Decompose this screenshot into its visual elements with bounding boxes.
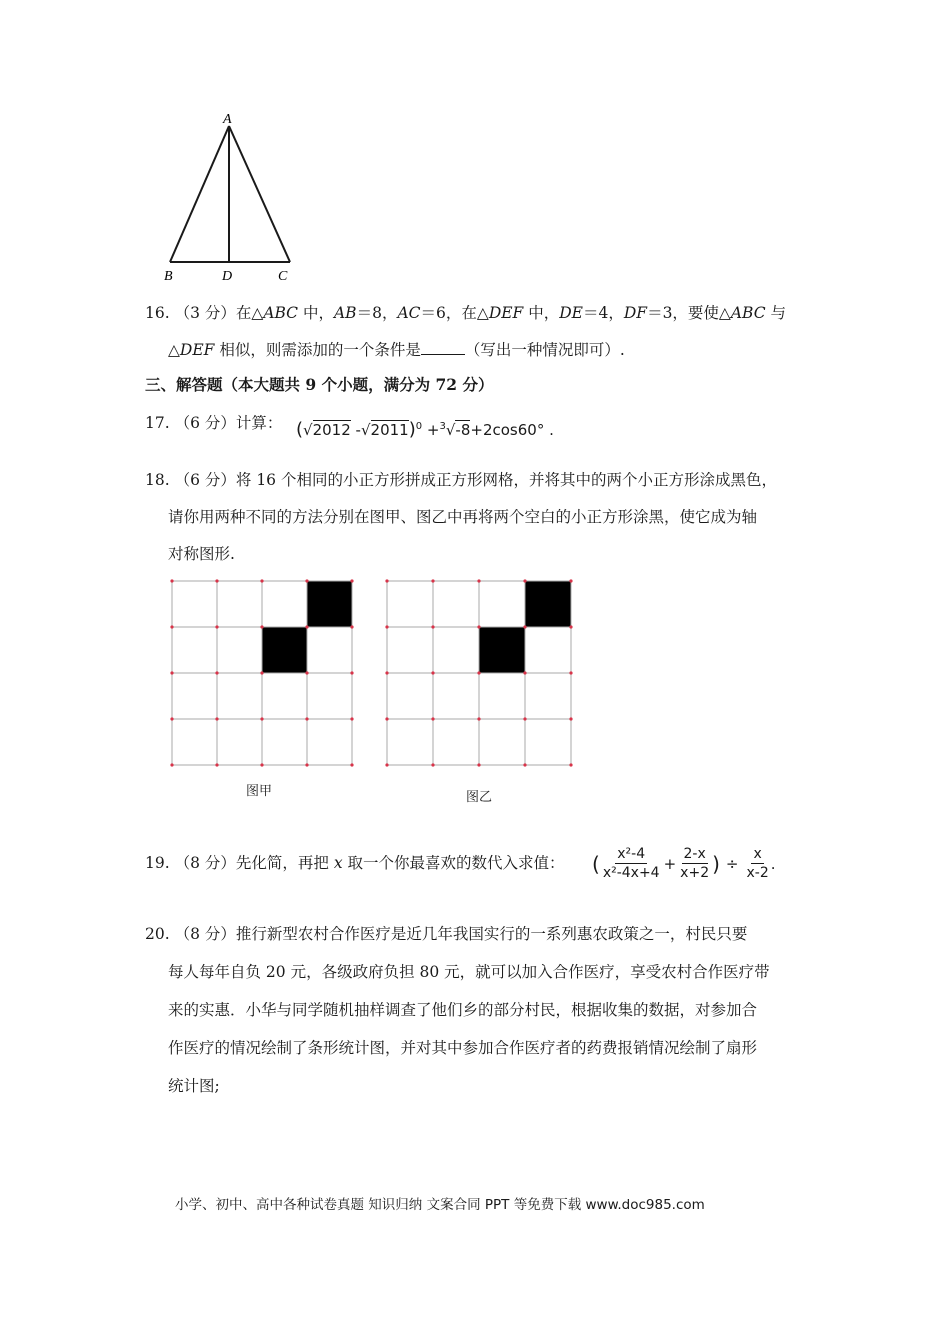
q16-line2-def: DEF	[179, 341, 215, 359]
grid-dot	[477, 671, 480, 674]
q16-t5: AC	[397, 304, 421, 322]
q18-line3: 对称图形.	[168, 545, 235, 563]
q16-line2-pre: △	[168, 341, 180, 359]
triangle-side-ab	[170, 126, 229, 262]
grid-dot	[477, 625, 480, 628]
q18-line1	[145, 470, 777, 490]
grid-dot	[523, 625, 526, 628]
grid-dot	[350, 763, 353, 766]
grid-dot	[431, 763, 434, 766]
q17-cube-radicand: -8	[455, 421, 471, 439]
q16-t6: ＝6，在△	[420, 304, 489, 322]
q16-t1: ABC	[263, 304, 299, 322]
grid-dot	[215, 763, 218, 766]
q17-minus: -	[350, 421, 361, 439]
q16-t8: 中，	[523, 304, 560, 322]
q19-score: （8 分）	[174, 854, 236, 872]
q19-number: 19.	[145, 854, 170, 872]
q20-line1	[145, 924, 747, 944]
q19-f2-num: 2-x	[683, 846, 706, 862]
q17-plus: +	[422, 421, 440, 439]
q17-close-paren: )	[408, 419, 416, 440]
q18-number: 18.	[145, 471, 170, 489]
grid-dot	[523, 671, 526, 674]
grid-dot	[260, 717, 263, 720]
grid-dot	[385, 579, 388, 582]
grid-dot	[305, 625, 308, 628]
grid-dot	[215, 579, 218, 582]
grid-dot	[431, 717, 434, 720]
q20-line4: 作医疗的情况绘制了条形统计图，并对其中参加合作医疗者的药费报销情况绘制了扇形	[168, 1039, 758, 1057]
vertex-label-a: A	[223, 112, 232, 127]
grid-dot	[569, 579, 572, 582]
grid-dot	[523, 763, 526, 766]
triangle-side-ac	[229, 126, 290, 262]
grid-dot	[170, 763, 173, 766]
q19-close-paren: )	[712, 851, 720, 876]
grid-dot	[305, 671, 308, 674]
triangle-figure	[150, 110, 310, 285]
q17-radicand-2: 2011	[370, 421, 409, 439]
q16-t4: ＝8，	[356, 304, 398, 322]
grid-dot	[260, 763, 263, 766]
q19-plus: +	[663, 854, 677, 873]
grid-dot	[350, 717, 353, 720]
page-footer: 小学、初中、高中各种试卷真题 知识归纳 文案合同 PPT 等免费下载 www.doc985.com	[175, 1197, 705, 1213]
q17-line	[145, 413, 282, 433]
grid-dot	[385, 717, 388, 720]
q19-f1-den: x²-4x+4	[602, 865, 660, 881]
grid-dot	[569, 763, 572, 766]
q16-line2	[168, 340, 625, 360]
vertex-label-b: B	[164, 269, 173, 284]
sqrt-icon: √	[360, 421, 371, 439]
q19-end: .	[770, 854, 776, 873]
grid-dot	[569, 671, 572, 674]
sqrt-icon: √	[445, 421, 456, 439]
grid-dot	[305, 717, 308, 720]
grid-dot	[350, 625, 353, 628]
q16-t10: ＝4，	[583, 304, 624, 322]
q17-number: 17.	[145, 414, 170, 432]
q20-line3: 来的实惠．小华与同学随机抽样调查了他们乡的部分村民，根据收集的数据，对参加合	[168, 1001, 758, 1019]
vertex-label-d: D	[222, 269, 233, 284]
grid-yi-label: 图乙	[466, 790, 493, 805]
grid-dot	[431, 625, 434, 628]
q16-t7: DEF	[488, 304, 524, 322]
q16-t12: ＝3，要使△	[647, 304, 731, 322]
q19-line	[145, 853, 565, 873]
q18-text1: 将 16 个相同的小正方形拼成正方形网格，并将其中的两个小正方形涂成黑色，	[235, 471, 777, 489]
grid-dot	[385, 625, 388, 628]
grid-dot	[385, 763, 388, 766]
q17-end: .	[544, 421, 554, 439]
grid-dot	[260, 625, 263, 628]
q16-line2-post: （写出一种情况即可）.	[464, 341, 625, 359]
grid-dot	[477, 763, 480, 766]
q17-expression	[296, 416, 554, 441]
q18-line2: 请你用两种不同的方法分别在图甲、图乙中再将两个空白的小正方形涂黑，使它成为轴	[168, 508, 758, 526]
q18-score: （6 分）	[174, 471, 236, 489]
q16-number: 16.	[145, 304, 170, 322]
grid-dot	[170, 671, 173, 674]
filled-cell	[307, 581, 352, 627]
q20-text1: 推行新型农村合作医疗是近几年我国实行的一系列惠农政策之一，村民只要	[235, 925, 748, 943]
q19-fraction-2	[678, 846, 711, 881]
grid-jia-label: 图甲	[246, 784, 273, 799]
q17-radicand-1: 2012	[312, 421, 351, 439]
q16-t3: AB	[333, 304, 357, 322]
q19-divide: ÷	[725, 854, 739, 873]
grid-dot	[569, 717, 572, 720]
grid-dot	[215, 717, 218, 720]
filled-cell	[525, 581, 571, 627]
q20-line5: 统计图;	[168, 1077, 220, 1095]
q19-f1-num: x²-4	[617, 846, 646, 862]
grid-dot	[431, 579, 434, 582]
grid-dot	[385, 671, 388, 674]
q19-fraction-1	[601, 846, 662, 881]
q17-tail: +2cos60°	[470, 421, 545, 439]
q19-var: x	[333, 854, 343, 872]
q20-line2: 每人每年自负 20 元，各级政府负担 80 元，就可以加入合作医疗，享受农村合作医疗带	[168, 963, 770, 981]
q16-t9: DE	[559, 304, 583, 322]
q19-f3-num: x	[753, 846, 762, 862]
grid-dot	[523, 717, 526, 720]
q19-fraction-3	[745, 846, 771, 881]
q19-f2-den: x+2	[680, 865, 710, 881]
section-title: 三、解答题（本大题共 9 个小题，满分为 72 分）	[145, 375, 494, 394]
grid-dot	[260, 579, 263, 582]
q16-line2-mid: 相似，则需添加的一个条件是	[214, 341, 421, 359]
q19-f3-den: x-2	[746, 865, 769, 881]
q17-cube-index: 3	[439, 421, 446, 432]
grid-dot	[215, 671, 218, 674]
grid-dot	[170, 579, 173, 582]
q16-line1	[145, 303, 786, 323]
grid-dot	[477, 717, 480, 720]
grid-dot	[350, 671, 353, 674]
grid-dot	[170, 717, 173, 720]
q16-t14: 与	[765, 304, 787, 322]
q19-text-post: 取一个你最喜欢的数代入求值：	[342, 854, 565, 872]
grid-jia	[165, 575, 360, 775]
grid-dot	[477, 579, 480, 582]
filled-cell	[262, 627, 307, 673]
grid-dot	[431, 671, 434, 674]
sqrt-icon: √	[303, 421, 313, 439]
q17-exponent: 0	[415, 421, 423, 432]
q19-text-pre: 先化简，再把	[235, 854, 334, 872]
q16-t13: ABC	[730, 304, 766, 322]
q19-open-paren: (	[592, 851, 600, 876]
filled-cell	[479, 627, 525, 673]
q20-score: （8 分）	[174, 925, 236, 943]
grid-dot	[523, 579, 526, 582]
q16-t11: DF	[623, 304, 648, 322]
q16-t2: 中，	[298, 304, 334, 322]
grid-yi	[380, 575, 580, 775]
q19-expression	[592, 846, 776, 881]
grid-dot	[305, 579, 308, 582]
q16-score: （3 分）	[174, 304, 236, 322]
q17-score: （6 分）计算：	[174, 414, 283, 432]
q16-t0: 在△	[235, 304, 264, 322]
vertex-label-c: C	[278, 269, 288, 284]
grid-dot	[170, 625, 173, 628]
grid-dot	[350, 579, 353, 582]
q20-number: 20.	[145, 925, 170, 943]
grid-dot	[260, 671, 263, 674]
q17-open-paren: (	[296, 419, 304, 440]
answer-blank[interactable]	[421, 340, 465, 355]
grid-dot	[569, 625, 572, 628]
grid-dot	[305, 763, 308, 766]
grid-dot	[215, 625, 218, 628]
